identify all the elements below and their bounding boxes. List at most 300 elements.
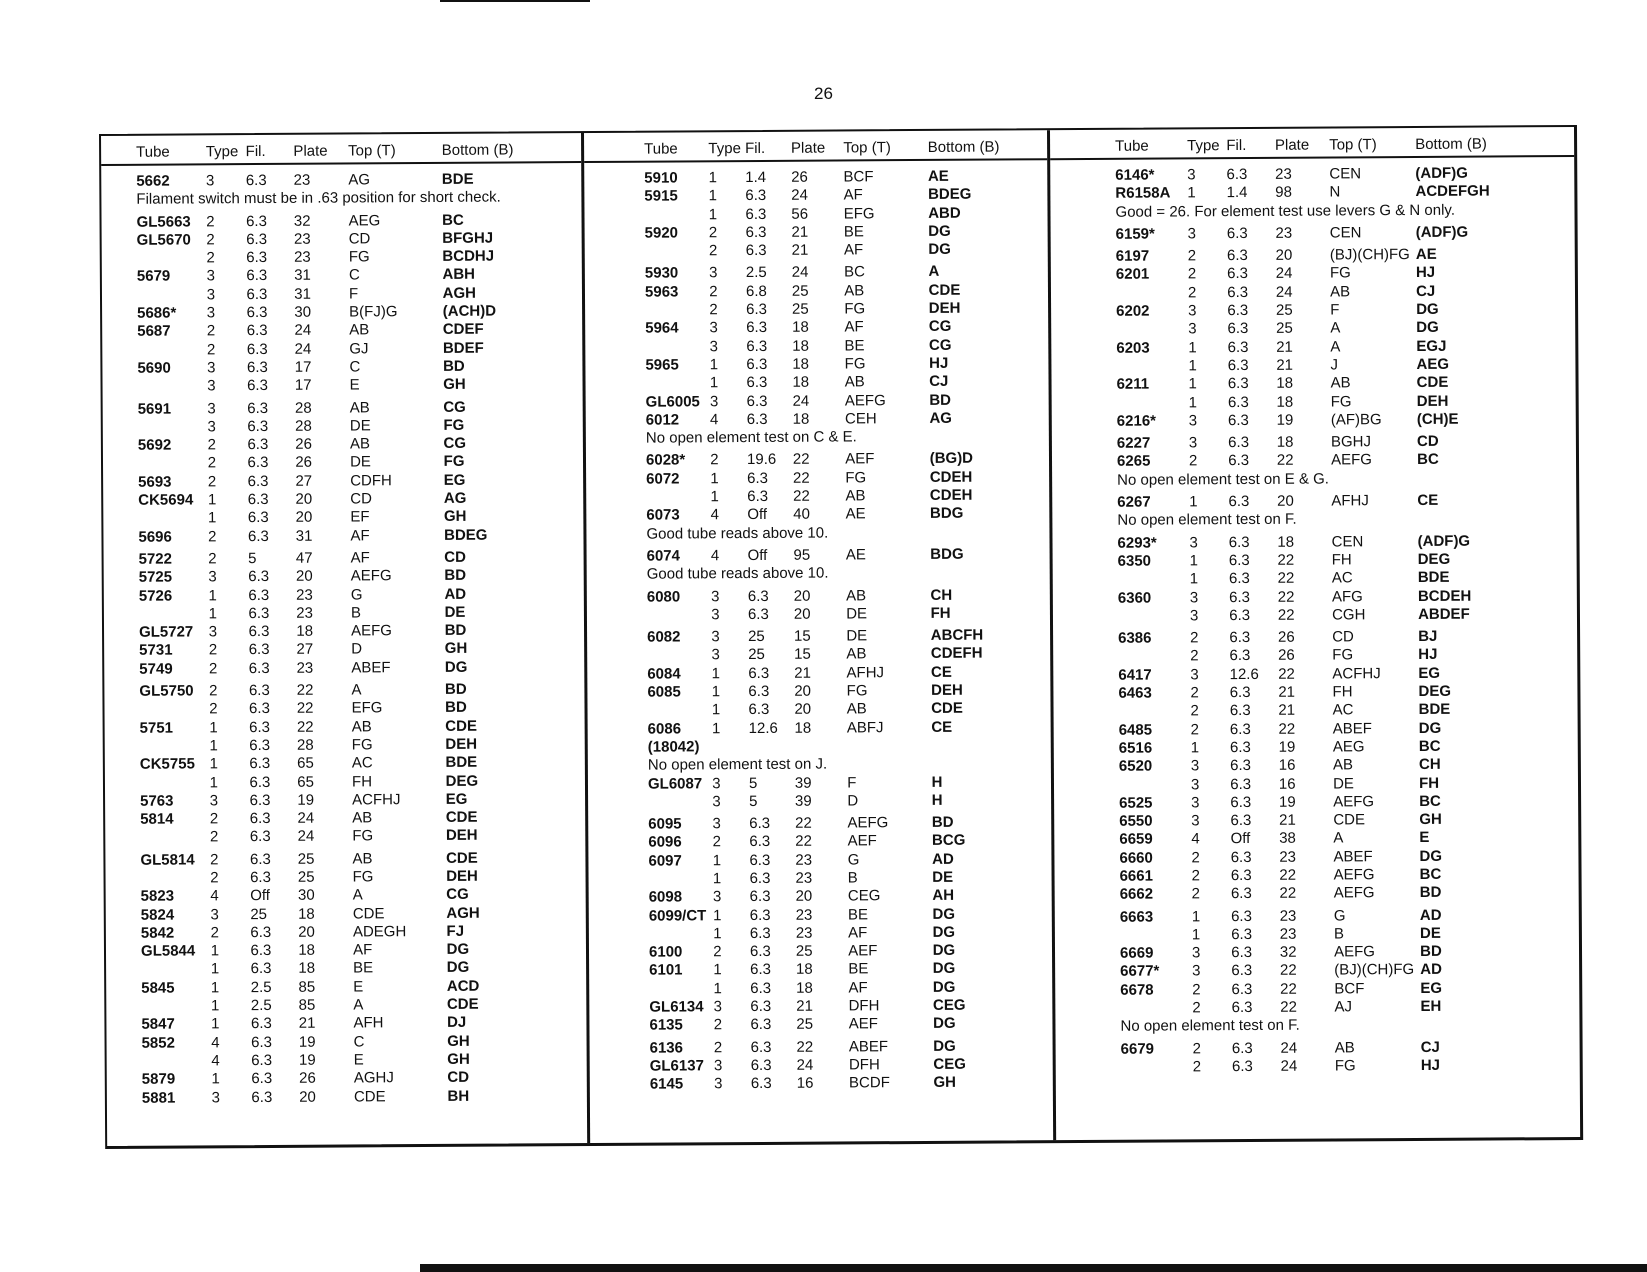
type-cell: 2	[1190, 702, 1199, 720]
tube-cell	[137, 286, 207, 305]
top-cell: ACFHJ	[352, 790, 401, 809]
top-cell: F	[847, 773, 857, 791]
bottom-cell: CDE	[1416, 374, 1449, 392]
type-cell: 2	[208, 550, 217, 568]
fil-cell: 6.3	[250, 942, 272, 960]
plate-cell: 22	[1277, 606, 1295, 624]
header-top: Top (T)	[1329, 136, 1377, 154]
bottom-cell: EG	[443, 471, 466, 489]
fil-cell: 6.3	[750, 961, 772, 979]
top-cell: A	[351, 681, 362, 699]
type-cell: 2	[207, 473, 217, 491]
tube-cell: 5842	[140, 924, 175, 942]
type-cell: 2	[209, 682, 218, 700]
plate-cell: 22	[1279, 884, 1297, 903]
top-cell: (AF)BG	[1330, 411, 1382, 429]
bottom-cell: DG	[932, 923, 956, 941]
fil-cell: 6.3	[1228, 434, 1250, 452]
top-cell: DE	[846, 605, 868, 623]
table-rows	[101, 163, 587, 1108]
top-cell: (BJ)(CH)FG	[1329, 246, 1410, 264]
fil-cell: 6.3	[747, 605, 769, 623]
plate-cell: 18	[1276, 374, 1294, 393]
tube-cell: GL6087	[647, 774, 703, 793]
table-row	[590, 1073, 1053, 1094]
plate-cell: 22	[792, 469, 810, 487]
bottom-cell: DG	[932, 905, 956, 923]
plate-cell: 25	[791, 282, 809, 300]
plate-cell: 17	[294, 358, 312, 376]
tube-cell: 5920	[644, 224, 679, 242]
tube-cell: 6293*	[1117, 534, 1157, 552]
tube-cell: GL5844	[140, 942, 196, 960]
tube-cell: GL6137	[649, 1057, 704, 1075]
type-cell: 1	[1189, 552, 1199, 570]
table-row	[1053, 605, 1577, 626]
type-cell: 3	[209, 792, 219, 810]
table-row	[1052, 450, 1576, 471]
plate-cell: 25	[1276, 320, 1293, 338]
header-plate: Plate	[1274, 136, 1310, 154]
header-plate: Plate	[790, 139, 826, 157]
plate-cell: 28	[294, 399, 312, 417]
bottom-cell: BD	[444, 567, 467, 585]
top-cell: J	[1330, 356, 1339, 374]
plate-cell: 30	[297, 886, 315, 905]
top-cell: E	[353, 1051, 364, 1069]
tube-cell	[649, 925, 713, 944]
tube-cell	[142, 1052, 212, 1071]
bottom-cell: BD	[929, 391, 952, 409]
plate-cell: 20	[299, 1088, 316, 1106]
plate-cell: 23	[1275, 165, 1292, 183]
plate-cell: 19	[1276, 411, 1294, 429]
note-row	[586, 427, 1049, 448]
bottom-cell: DG	[932, 978, 956, 996]
type-cell: 1	[1188, 393, 1198, 411]
tube-cell: 6086	[647, 720, 682, 738]
fil-cell: 6.3	[250, 868, 271, 887]
fil-cell: 6.3	[746, 355, 768, 374]
bottom-cell: BDE	[441, 170, 474, 188]
bottom-cell: BCG	[931, 832, 966, 850]
fil-cell: 6.3	[749, 869, 771, 888]
bottom-cell: AE	[1415, 246, 1437, 264]
fil-cell: 6.3	[247, 436, 269, 454]
bottom-cell: BC	[1417, 451, 1439, 469]
fil-cell: 6.3	[251, 1033, 272, 1051]
tube-cell: 5726	[138, 587, 173, 605]
fil-cell: 6.3	[250, 923, 272, 941]
plate-cell: 24	[1280, 1057, 1298, 1075]
top-cell: BE	[843, 223, 864, 241]
tube-cell: 6677*	[1120, 963, 1160, 981]
bottom-cell: CEG	[932, 996, 966, 1014]
type-cell: 1	[209, 773, 219, 791]
type-cell: 3	[1188, 320, 1197, 338]
fil-cell: 6.3	[749, 943, 771, 961]
table-row	[1056, 1056, 1580, 1077]
header-tube: Tube	[136, 143, 170, 161]
plate-cell: 24	[294, 340, 312, 358]
top-cell: AB	[846, 645, 867, 663]
type-cell: 1	[1187, 184, 1196, 202]
plate-cell: 19	[297, 791, 315, 809]
tube-cell: 6101	[649, 961, 683, 980]
top-cell: AB	[844, 373, 865, 391]
bottom-cell: CDE	[446, 995, 479, 1013]
bottom-cell: AGH	[442, 284, 476, 302]
top-cell: BGHJ	[1330, 433, 1372, 451]
plate-cell: 24	[297, 809, 315, 827]
bottom-cell: (ADF)G	[1415, 223, 1469, 241]
plate-cell: 22	[296, 718, 314, 736]
top-cell: AF	[848, 979, 868, 997]
type-cell: 1	[1188, 338, 1197, 357]
bottom-cell: BC	[442, 211, 464, 229]
note-text: Good tube reads above 10.	[646, 524, 829, 543]
fil-cell: 6.3	[1227, 411, 1249, 429]
bottom-cell: BD	[1419, 884, 1442, 902]
type-cell: 2	[208, 527, 217, 545]
bottom-cell: EG	[445, 790, 468, 808]
note-row	[1050, 201, 1574, 222]
fil-cell: 1.4	[745, 168, 767, 187]
table-row	[104, 658, 584, 679]
top-cell: A	[352, 886, 363, 904]
fil-cell: 6.8	[745, 282, 767, 300]
bottom-cell: GH	[1419, 810, 1442, 829]
top-cell: G	[847, 851, 860, 869]
tube-cell	[645, 338, 709, 357]
bottom-cell: (CH)E	[1416, 410, 1459, 428]
top-cell: FG	[348, 248, 370, 266]
tube-cell: 6350	[1117, 552, 1152, 570]
type-cell: 3	[206, 286, 216, 304]
type-cell: 2	[1188, 452, 1198, 470]
top-cell: AJ	[1334, 998, 1353, 1016]
tube-cell: 5690	[137, 359, 171, 377]
type-cell: 2	[207, 436, 216, 454]
note-row	[1055, 1015, 1579, 1036]
plate-cell: 22	[1280, 998, 1297, 1016]
tube-cell: 5662	[136, 172, 170, 190]
bottom-cell: DG	[932, 960, 956, 978]
fil-cell: 6.3	[248, 568, 270, 586]
tube-cell: 6520	[1118, 757, 1153, 775]
type-cell: 3	[210, 905, 219, 923]
bottom-cell: BFGHJ	[442, 229, 494, 247]
plate-cell: 23	[1279, 925, 1297, 943]
plate-cell: 23	[1275, 224, 1293, 242]
bottom-cell: CG	[928, 336, 952, 354]
type-cell: 4	[710, 506, 720, 524]
top-cell: AEF	[848, 1015, 878, 1033]
fil-cell: 6.3	[1227, 356, 1249, 375]
type-cell: 1	[208, 586, 217, 604]
bottom-cell: BD	[445, 699, 467, 717]
tube-cell: 6099/CT	[648, 906, 707, 925]
top-cell: CEN	[1331, 532, 1364, 551]
type-cell: 3	[709, 319, 718, 337]
top-cell: AB	[1330, 374, 1351, 392]
tube-cell: GL5670	[136, 231, 191, 249]
bottom-cell: CH	[930, 586, 953, 604]
top-cell: FG	[846, 682, 868, 700]
bottom-cell: BDEG	[928, 185, 972, 204]
plate-cell: 21	[1276, 356, 1294, 374]
plate-cell: 22	[296, 681, 314, 699]
table-column-1	[101, 133, 587, 1146]
type-cell: 3	[1187, 166, 1196, 184]
type-cell: 2	[210, 850, 219, 869]
type-cell: 3	[1189, 607, 1199, 625]
fil-cell: 6.3	[1231, 944, 1253, 962]
header-top: Top (T)	[843, 139, 891, 157]
fil-cell: Off	[747, 546, 768, 564]
tube-cell: 5930	[644, 264, 679, 283]
top-cell: ABFJ	[846, 718, 884, 737]
plate-cell: 26	[295, 454, 313, 472]
top-cell: AEFG	[1333, 866, 1375, 884]
type-cell: 2	[713, 1016, 723, 1034]
plate-cell: 23	[795, 924, 813, 942]
tube-cell	[1116, 284, 1188, 303]
type-cell: 3	[709, 264, 718, 282]
fil-cell: 6.3	[1228, 551, 1250, 570]
bottom-cell: BD	[444, 621, 467, 640]
type-cell: 3	[207, 359, 216, 377]
top-cell: AB	[352, 850, 373, 868]
fil-cell: 6.3	[251, 1051, 273, 1070]
tube-cell: 5692	[137, 436, 172, 454]
bottom-cell: BD	[931, 813, 954, 832]
plate-cell: 23	[1279, 848, 1297, 866]
top-cell: CD	[1332, 628, 1354, 646]
tube-cell: 6386	[1118, 629, 1152, 647]
bottom-cell: BD	[442, 357, 465, 375]
bottom-cell: CE	[931, 718, 953, 736]
bottom-cell: GH	[443, 508, 467, 526]
plate-cell: 22	[296, 700, 314, 718]
bottom-cell: CJ	[929, 373, 949, 391]
fil-cell: 6.3	[1230, 848, 1252, 866]
header-fil: Fil.	[745, 139, 766, 158]
top-cell: AEFG	[351, 622, 392, 640]
type-cell: 1	[211, 1015, 220, 1033]
fil-cell: 6.3	[1226, 247, 1248, 265]
tube-cell	[649, 980, 713, 999]
fil-cell: 6.3	[1229, 606, 1251, 624]
fil-cell: 6.3	[251, 1088, 273, 1106]
bottom-cell: BD	[1420, 942, 1442, 961]
top-cell: F	[348, 285, 359, 303]
table-row	[103, 526, 583, 547]
type-cell: 1	[1190, 739, 1200, 757]
plate-cell: 17	[294, 376, 312, 395]
tube-cell: 6080	[646, 587, 681, 606]
type-cell: 2	[206, 249, 215, 267]
type-cell: 1	[207, 491, 217, 509]
top-cell: AF	[848, 924, 868, 942]
bottom-cell: DE	[932, 868, 954, 886]
tube-cell: CK5755	[139, 755, 195, 773]
table-row	[586, 409, 1049, 430]
type-cell: 4	[211, 1052, 220, 1070]
plate-cell: 18	[1276, 433, 1294, 451]
header-plate: Plate	[293, 142, 328, 160]
bottom-cell: GH	[443, 376, 466, 394]
plate-cell: 24	[791, 186, 809, 205]
bottom-cell: BJ	[1418, 627, 1438, 646]
plate-cell: 85	[298, 996, 316, 1014]
fil-cell: 6.3	[750, 979, 772, 997]
type-cell: 2	[712, 833, 721, 851]
bottom-cell: FJ	[446, 922, 465, 940]
fil-cell: 6.3	[1229, 629, 1251, 647]
tube-cell	[1117, 394, 1189, 413]
plate-cell: 22	[795, 833, 812, 851]
tube-cell: 5845	[141, 979, 175, 997]
top-cell: FG	[351, 736, 373, 754]
plate-cell: 26	[299, 1069, 316, 1088]
fil-cell: 6.3	[245, 171, 267, 190]
type-cell: 1	[209, 737, 218, 755]
fil-cell: 6.3	[1230, 775, 1252, 793]
type-cell: 3	[1189, 533, 1198, 551]
top-cell: G	[1333, 906, 1346, 925]
bottom-cell: H	[931, 791, 943, 809]
type-cell: 2	[209, 810, 219, 828]
plate-cell: 31	[295, 527, 313, 545]
type-cell: 3	[712, 793, 721, 811]
type-cell: 2	[206, 212, 215, 230]
top-cell: AB	[1334, 1039, 1355, 1057]
bottom-cell: ABDEF	[1417, 605, 1470, 623]
bottom-cell: CG	[443, 434, 467, 453]
type-cell: 2	[206, 231, 215, 249]
tube-cell: GL5727	[138, 623, 194, 641]
top-cell: AEG	[1332, 738, 1365, 756]
type-cell: 1	[709, 374, 719, 392]
plate-cell: 21	[1276, 338, 1293, 356]
fil-cell: 6.3	[248, 623, 270, 641]
fil-cell: 6.3	[749, 888, 771, 906]
plate-cell: 24	[791, 264, 809, 282]
bottom-cell: CDEFH	[930, 645, 983, 663]
plate-cell: 24	[294, 322, 312, 340]
type-cell: 2	[1187, 284, 1197, 302]
plate-cell: 24	[1275, 283, 1293, 301]
fil-cell: 6.3	[749, 906, 771, 924]
type-cell: 1	[1189, 493, 1198, 511]
top-cell: BCF	[843, 168, 874, 186]
plate-cell: 22	[1278, 665, 1295, 683]
bottom-cell: DG	[1416, 319, 1439, 337]
type-cell: 2	[1191, 867, 1200, 885]
top-cell: A	[1330, 319, 1341, 337]
plate-cell: 21	[794, 664, 811, 682]
table-row	[101, 170, 581, 191]
fil-cell: 6.3	[1227, 302, 1249, 320]
top-cell: B	[1333, 925, 1345, 943]
plate-cell: 85	[298, 978, 316, 996]
plate-cell: 19	[1278, 793, 1296, 811]
bottom-edge-shadow	[420, 1264, 1647, 1272]
bottom-cell: CDEH	[929, 486, 973, 504]
type-cell: 2	[1192, 1039, 1201, 1057]
top-cell: C	[353, 1033, 365, 1051]
plate-cell: 25	[297, 850, 315, 868]
type-cell: 4	[710, 547, 720, 565]
tube-cell: 6100	[648, 943, 683, 961]
fil-cell: 6.3	[248, 700, 270, 718]
tube-cell	[138, 455, 208, 474]
bottom-cell: BCDHJ	[442, 247, 495, 266]
bottom-cell: DG	[444, 658, 468, 676]
type-cell: 1	[711, 664, 720, 682]
table-row	[1051, 223, 1575, 244]
fil-cell: 6.3	[251, 1070, 273, 1088]
header-bottom: Bottom (B)	[927, 138, 1000, 156]
tube-cell: 6082	[647, 628, 681, 646]
tube-cell	[644, 206, 708, 225]
bottom-cell: CD	[444, 548, 466, 566]
tube-cell: 6669	[1119, 944, 1154, 962]
tube-cell	[1118, 648, 1190, 667]
top-cell: FH	[1331, 551, 1352, 569]
bottom-cell: DG	[928, 240, 951, 259]
fil-cell: 6.3	[1231, 1057, 1253, 1076]
plate-cell: 22	[1277, 569, 1295, 588]
tube-cell: 6679	[1120, 1040, 1155, 1058]
bottom-cell: AD	[1419, 906, 1442, 924]
fil-cell: 6.3	[1227, 393, 1249, 411]
fil-cell: 6.3	[1227, 320, 1249, 338]
bottom-cell: FH	[930, 604, 951, 622]
bottom-cell: E	[1419, 829, 1430, 847]
note-text: No open element test on E & G.	[1117, 470, 1329, 489]
type-cell: 1	[209, 755, 218, 773]
plate-cell: 27	[296, 641, 314, 659]
top-cell: E	[349, 376, 360, 394]
plate-cell: 56	[791, 205, 809, 223]
tube-cell: 6097	[648, 852, 682, 870]
type-cell: 1	[210, 942, 220, 960]
top-cell: CEG	[847, 887, 881, 905]
top-cell: FG	[352, 868, 374, 886]
type-cell: 2	[709, 283, 718, 301]
top-cell: FG	[1329, 264, 1351, 282]
plate-cell: 16	[796, 1074, 814, 1093]
fil-cell: 6.3	[747, 487, 769, 506]
bottom-cell: AH	[932, 887, 955, 905]
fil-cell: Off	[747, 506, 768, 524]
top-cell: (BJ)(CH)FG	[1334, 961, 1415, 979]
top-cell: BC	[844, 263, 865, 281]
tube-cell	[1121, 1058, 1193, 1077]
top-cell: CDE	[1333, 811, 1366, 829]
note-text: Good tube reads above 10.	[646, 564, 829, 583]
tube-cell	[1118, 607, 1190, 626]
plate-cell: 25	[791, 300, 809, 318]
bottom-cell: DG	[928, 222, 951, 240]
top-cell: FG	[352, 827, 374, 845]
tube-cell: 5686*	[137, 304, 177, 322]
top-cell: DE	[349, 417, 371, 435]
plate-cell: 22	[1277, 588, 1295, 606]
tube-cell: 6028*	[645, 451, 686, 470]
